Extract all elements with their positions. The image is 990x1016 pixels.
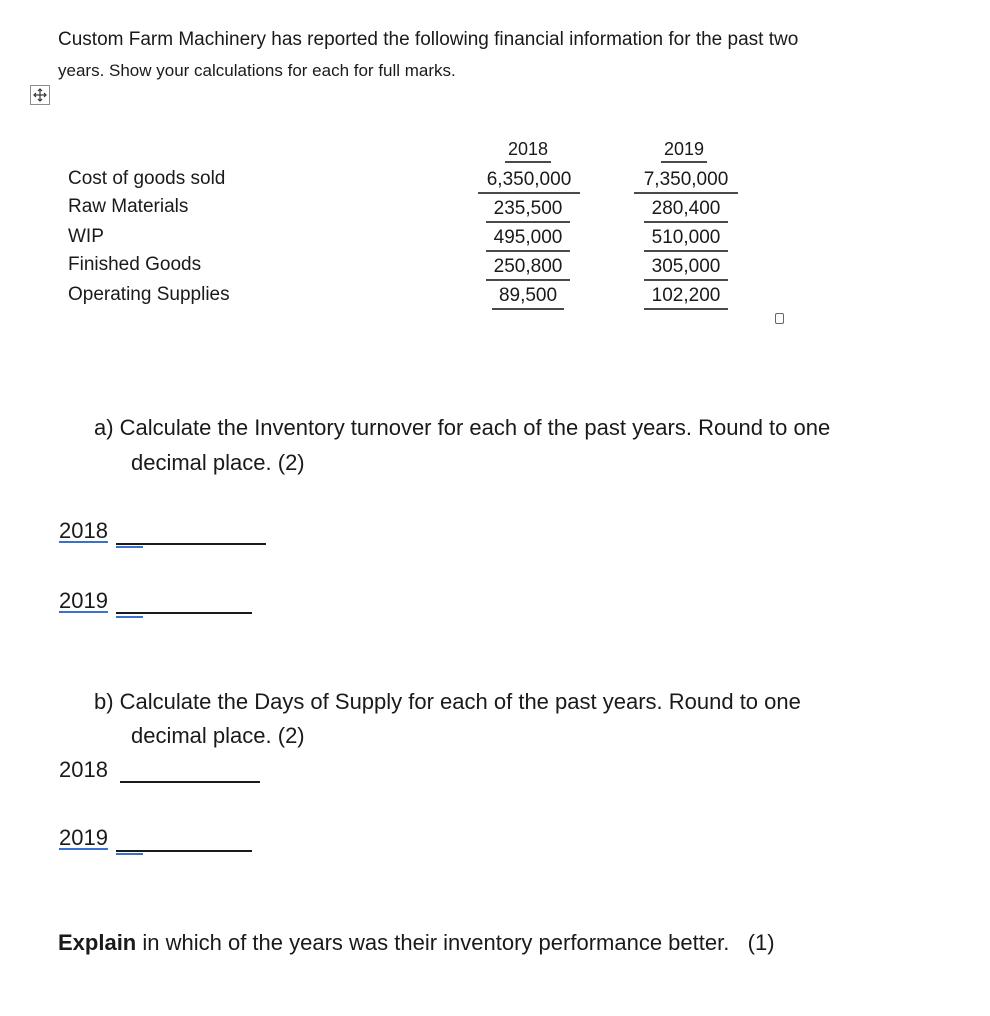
row-label-finished-goods: Finished Goods xyxy=(68,254,202,275)
cell-cogs-2019: 7,350,000 xyxy=(634,167,738,194)
explain-question xyxy=(58,930,775,956)
intro-line-2: years. Show your calculations for each for full marks. xyxy=(58,61,456,80)
resize-handle[interactable] xyxy=(775,313,784,324)
row-label-wip: WIP xyxy=(68,226,104,247)
cell-wip-2018: 495,000 xyxy=(486,225,570,252)
question-a-line-1: a) Calculate the Inventory turnover for each of the past years. Round to one xyxy=(94,415,831,440)
cell-finished-goods-2019: 305,000 xyxy=(644,254,728,281)
row-label-operating-supplies: Operating Supplies xyxy=(68,284,230,305)
explain-rest: in which of the years was their inventory performance better. (1) xyxy=(136,930,775,955)
answer-a-2018-blank[interactable] xyxy=(116,543,266,545)
answer-a-2019-blank[interactable] xyxy=(116,612,252,614)
year-header-2018: 2018 xyxy=(505,137,551,163)
move-icon xyxy=(33,88,47,102)
cell-cogs-2018: 6,350,000 xyxy=(478,167,580,194)
question-a-line-2: decimal place. (2) xyxy=(131,450,305,475)
table-move-handle[interactable] xyxy=(30,85,50,105)
year-header-2019: 2019 xyxy=(661,137,707,163)
cell-wip-2019: 510,000 xyxy=(644,225,728,252)
underline-decoration xyxy=(116,616,143,618)
cell-finished-goods-2018: 250,800 xyxy=(486,254,570,281)
answer-a-year-2019: 2019 xyxy=(59,588,108,613)
row-label-cogs: Cost of goods sold xyxy=(68,168,226,189)
answer-a-year-2018: 2018 xyxy=(59,518,108,543)
answer-b-year-2019: 2019 xyxy=(59,825,108,850)
question-b-line-2: decimal place. (2) xyxy=(131,723,305,748)
cell-operating-supplies-2019: 102,200 xyxy=(644,283,728,310)
explain-bold: Explain xyxy=(58,930,137,955)
answer-b-2018-blank[interactable] xyxy=(120,781,260,783)
cell-operating-supplies-2018: 89,500 xyxy=(492,283,564,310)
answer-b-2019-blank[interactable] xyxy=(116,850,252,852)
underline-decoration xyxy=(116,853,143,855)
cell-raw-materials-2019: 280,400 xyxy=(644,196,728,223)
row-label-raw-materials: Raw Materials xyxy=(68,196,189,217)
underline-decoration xyxy=(116,546,143,548)
intro-line-1: Custom Farm Machinery has reported the following financial information for the past two xyxy=(58,29,799,50)
question-b-line-1: b) Calculate the Days of Supply for each of the past years. Round to one xyxy=(94,689,801,714)
answer-b-year-2018: 2018 xyxy=(59,757,108,782)
cell-raw-materials-2018: 235,500 xyxy=(486,196,570,223)
